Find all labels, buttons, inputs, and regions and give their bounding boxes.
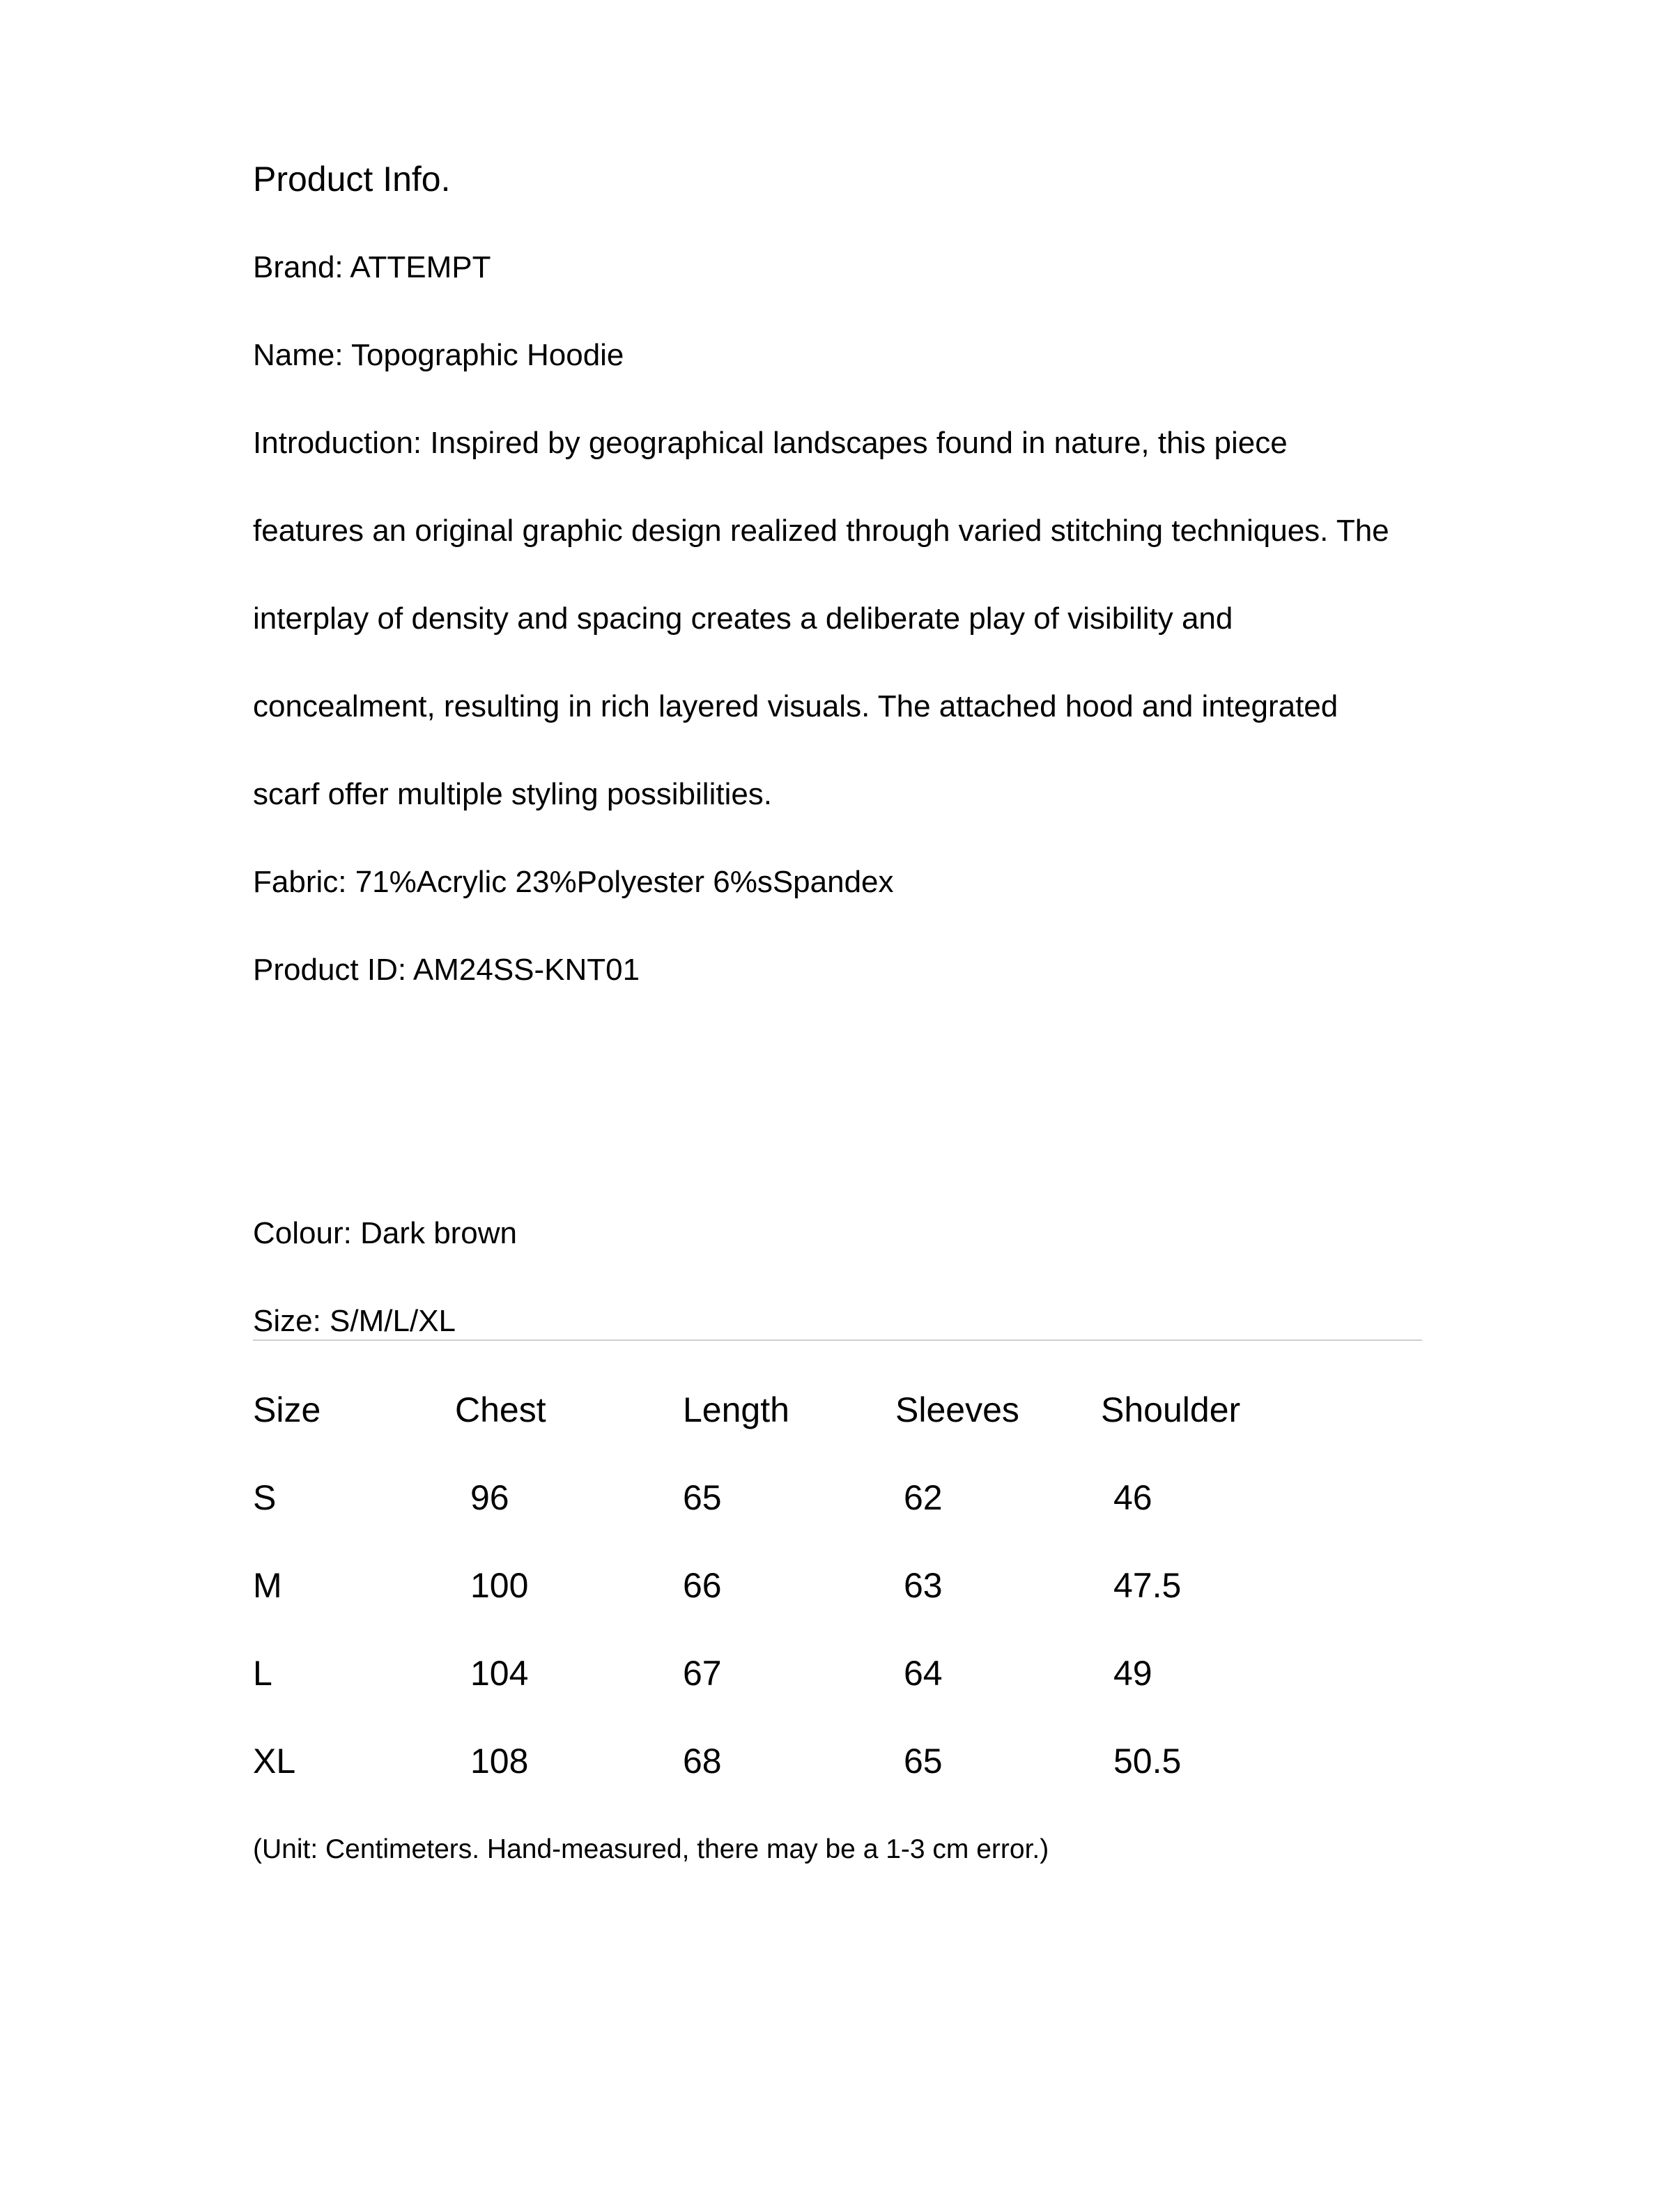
table-cell-shoulder-s: 46 bbox=[1113, 1478, 1152, 1517]
page-title: Product Info. bbox=[253, 160, 451, 199]
introduction-line-2: features an original graphic design realized through varied stitching techniques. The bbox=[253, 514, 1389, 548]
table-cell-sleeves-xl: 65 bbox=[904, 1742, 943, 1781]
table-cell-sleeves-l: 64 bbox=[904, 1654, 943, 1693]
table-cell-sleeves-m: 63 bbox=[904, 1566, 943, 1605]
introduction-line-3: interplay of density and spacing creates a deliberate play of visibility and bbox=[253, 601, 1233, 636]
table-cell-size-xl: XL bbox=[253, 1742, 296, 1781]
table-cell-size-l: L bbox=[253, 1654, 272, 1693]
table-cell-chest-m: 100 bbox=[470, 1566, 529, 1605]
product-id-line: Product ID: AM24SS-KNT01 bbox=[253, 953, 640, 987]
table-cell-length-s: 65 bbox=[683, 1478, 722, 1517]
table-cell-length-l: 67 bbox=[683, 1654, 722, 1693]
table-cell-length-m: 66 bbox=[683, 1566, 722, 1605]
table-cell-length-xl: 68 bbox=[683, 1742, 722, 1781]
introduction-line-4: concealment, resulting in rich layered visuals. The attached hood and integrated bbox=[253, 689, 1338, 723]
name-line: Name: Topographic Hoodie bbox=[253, 338, 624, 372]
table-cell-sleeves-s: 62 bbox=[904, 1478, 943, 1517]
table-header-size: Size bbox=[253, 1390, 321, 1429]
brand-line: Brand: ATTEMPT bbox=[253, 250, 491, 284]
table-header-length: Length bbox=[683, 1390, 789, 1429]
table-header-sleeves: Sleeves bbox=[895, 1390, 1019, 1429]
table-cell-shoulder-xl: 50.5 bbox=[1113, 1742, 1182, 1781]
table-cell-shoulder-l: 49 bbox=[1113, 1654, 1152, 1693]
table-header-chest: Chest bbox=[455, 1390, 546, 1429]
table-cell-size-m: M bbox=[253, 1566, 282, 1605]
table-cell-size-s: S bbox=[253, 1478, 277, 1517]
fabric-line: Fabric: 71%Acrylic 23%Polyester 6%sSpandex bbox=[253, 865, 894, 899]
measurement-note: (Unit: Centimeters. Hand-measured, there may be a 1-3 cm error.) bbox=[253, 1834, 1049, 1864]
introduction-line-5: scarf offer multiple styling possibilities. bbox=[253, 777, 773, 811]
colour-line: Colour: Dark brown bbox=[253, 1216, 518, 1250]
sizes-line: Size: S/M/L/XL bbox=[253, 1304, 456, 1338]
table-cell-shoulder-m: 47.5 bbox=[1113, 1566, 1182, 1605]
table-header-shoulder: Shoulder bbox=[1101, 1390, 1241, 1429]
table-cell-chest-xl: 108 bbox=[470, 1742, 529, 1781]
introduction-line-1: Introduction: Inspired by geographical landscapes found in nature, this piece bbox=[253, 426, 1288, 460]
table-cell-chest-s: 96 bbox=[470, 1478, 509, 1517]
divider bbox=[253, 1339, 1422, 1341]
table-cell-chest-l: 104 bbox=[470, 1654, 529, 1693]
